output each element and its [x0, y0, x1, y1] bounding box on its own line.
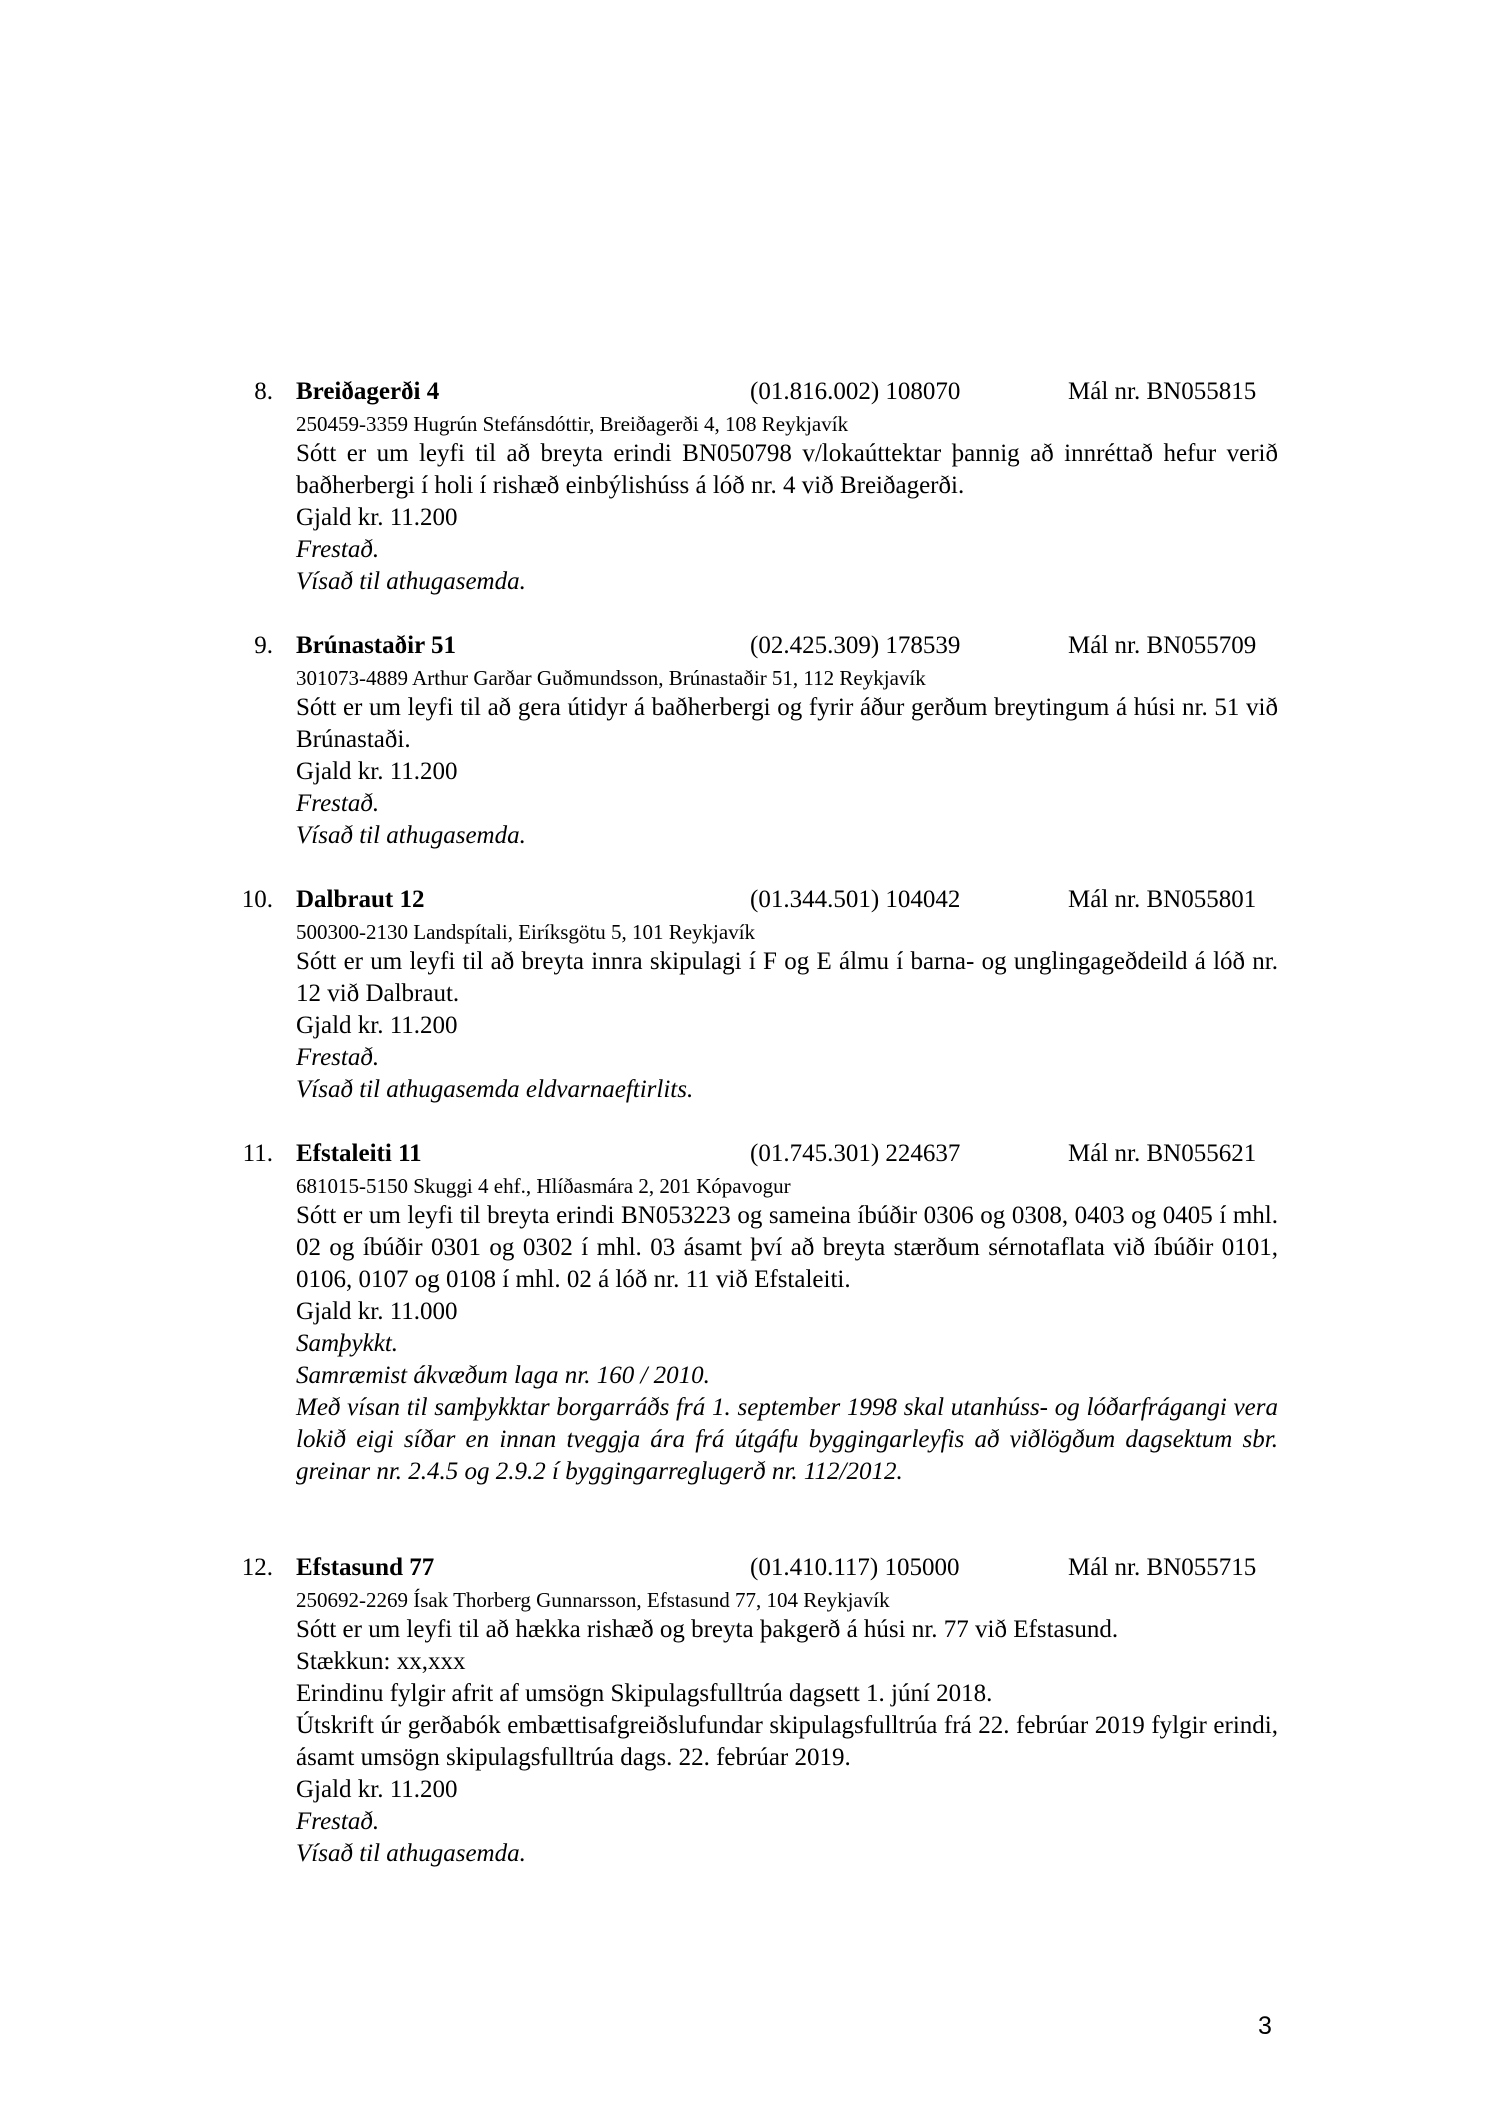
- fee: Gjald kr. 11.200: [296, 758, 458, 785]
- item-address: Efstaleiti 11: [296, 1140, 422, 1167]
- application-description: Sótt er um leyfi til að breyta innra skipulagi í F og E álmu í barna- og unglingageðdeild á lóð nr. 12 við Dalbraut.: [296, 948, 1278, 1007]
- land-id: (02.425.309) 178539: [750, 632, 961, 659]
- land-id: (01.410.117) 105000: [750, 1554, 960, 1581]
- applicant: 681015-5150 Skuggi 4 ehf., Hlíðasmára 2, 201 Kópavogur: [296, 1174, 791, 1198]
- decision-note: Vísað til athugasemda.: [296, 568, 526, 595]
- fee: Gjald kr. 11.000: [296, 1298, 458, 1325]
- decision-status: Samþykkt.: [296, 1330, 399, 1357]
- applicant: 250459-3359 Hugrún Stefánsdóttir, Breiðagerði 4, 108 Reykjavík: [296, 412, 849, 436]
- application-description: Sótt er um leyfi til að hækka rishæð og breyta þakgerð á húsi nr. 77 við Efstasund.: [296, 1616, 1119, 1643]
- item-body: [296, 664, 1278, 852]
- item-number: 11.: [242, 1140, 273, 1167]
- decision-status: Frestað.: [296, 1044, 380, 1071]
- case-number: Mál nr. BN055715: [1068, 1554, 1257, 1581]
- item-body: [296, 918, 1278, 1106]
- item-header: [233, 374, 1278, 410]
- item-header: [233, 1550, 1278, 1586]
- item-address: Dalbraut 12: [296, 886, 425, 913]
- applicant: 301073-4889 Arthur Garðar Guðmundsson, Brúnastaðir 51, 112 Reykjavík: [296, 666, 926, 690]
- case-number: Mál nr. BN055709: [1068, 632, 1257, 659]
- case-number: Mál nr. BN055621: [1068, 1140, 1257, 1167]
- item-body: [296, 1586, 1278, 1870]
- agenda-item-8: [233, 374, 1278, 598]
- item-address: Efstasund 77: [296, 1554, 435, 1581]
- enlargement-note: Stækkun: xx,xxx: [296, 1648, 466, 1675]
- item-number: 12.: [241, 1554, 273, 1581]
- land-id: (01.816.002) 108070: [750, 378, 961, 405]
- decision-note: Vísað til athugasemda eldvarnaeftirlits.: [296, 1076, 694, 1103]
- decision-condition: Með vísan til samþykktar borgarráðs frá 1. september 1998 skal utanhúss- og lóðarfrágangi vera lokið eigi síðar en innan tveggja ára frá útgáfu byggingarleyfis að viðlögðum dagsektum sbr. greinar nr. 2.4.5 og 2.9.2 í byggingarreglugerð nr. 112/2012.: [296, 1394, 1278, 1485]
- case-number: Mál nr. BN055801: [1068, 886, 1257, 913]
- land-id: (01.745.301) 224637: [750, 1140, 961, 1167]
- application-description: Sótt er um leyfi til breyta erindi BN053223 og sameina íbúðir 0306 og 0308, 0403 og 0405 í mhl. 02 og íbúðir 0301 og 0302 í mhl. 03 ásamt því að breyta stærðum sérnotaflata við íbúðir 0101, 0106, 0107 og 0108 í mhl. 02 á lóð nr. 11 við Efstaleiti.: [296, 1202, 1278, 1293]
- item-header: [233, 882, 1278, 918]
- application-description: Sótt er um leyfi til að breyta erindi BN050798 v/lokaúttektar þannig að innréttað hefur verið baðherbergi í holi í rishæð einbýlishúss á lóð nr. 4 við Breiðagerði.: [296, 440, 1278, 499]
- applicant: 500300-2130 Landspítali, Eiríksgötu 5, 101 Reykjavík: [296, 920, 756, 944]
- item-number: 9.: [254, 632, 273, 659]
- land-id: (01.344.501) 104042: [750, 886, 961, 913]
- decision-note: Samræmist ákvæðum laga nr. 160 / 2010.: [296, 1362, 710, 1389]
- application-description: Sótt er um leyfi til að gera útidyr á baðherbergi og fyrir áður gerðum breytingum á húsi nr. 51 við Brúnastaði.: [296, 694, 1278, 753]
- agenda-item-12: [233, 1550, 1278, 1870]
- item-body: [296, 410, 1278, 598]
- item-header: [233, 628, 1278, 664]
- fee: Gjald kr. 11.200: [296, 1012, 458, 1039]
- item-body: [296, 1172, 1278, 1488]
- item-number: 10.: [241, 886, 273, 913]
- fee: Gjald kr. 11.200: [296, 504, 458, 531]
- decision-note: Vísað til athugasemda.: [296, 1840, 526, 1867]
- item-address: Breiðagerði 4: [296, 378, 440, 405]
- page-number: 3: [1258, 2012, 1272, 2040]
- applicant: 250692-2269 Ísak Thorberg Gunnarsson, Efstasund 77, 104 Reykjavík: [296, 1588, 890, 1612]
- minutes-note: Útskrift úr gerðabók embættisafgreiðslufundar skipulagsfulltrúa frá 22. febrúar 2019 fylgir erindi, ásamt umsögn skipulagsfulltrúa dags. 22. febrúar 2019.: [296, 1712, 1278, 1771]
- decision-status: Frestað.: [296, 790, 380, 817]
- decision-note: Vísað til athugasemda.: [296, 822, 526, 849]
- agenda-item-9: [233, 628, 1278, 852]
- case-number: Mál nr. BN055815: [1068, 378, 1257, 405]
- agenda-item-11: [233, 1136, 1278, 1488]
- attachment-note: Erindinu fylgir afrit af umsögn Skipulagsfulltrúa dagsett 1. júní 2018.: [296, 1680, 993, 1707]
- decision-status: Frestað.: [296, 536, 380, 563]
- agenda-item-10: [233, 882, 1278, 1106]
- item-address: Brúnastaðir 51: [296, 632, 456, 659]
- item-header: [233, 1136, 1278, 1172]
- fee: Gjald kr. 11.200: [296, 1776, 458, 1803]
- item-number: 8.: [254, 378, 273, 405]
- decision-status: Frestað.: [296, 1808, 380, 1835]
